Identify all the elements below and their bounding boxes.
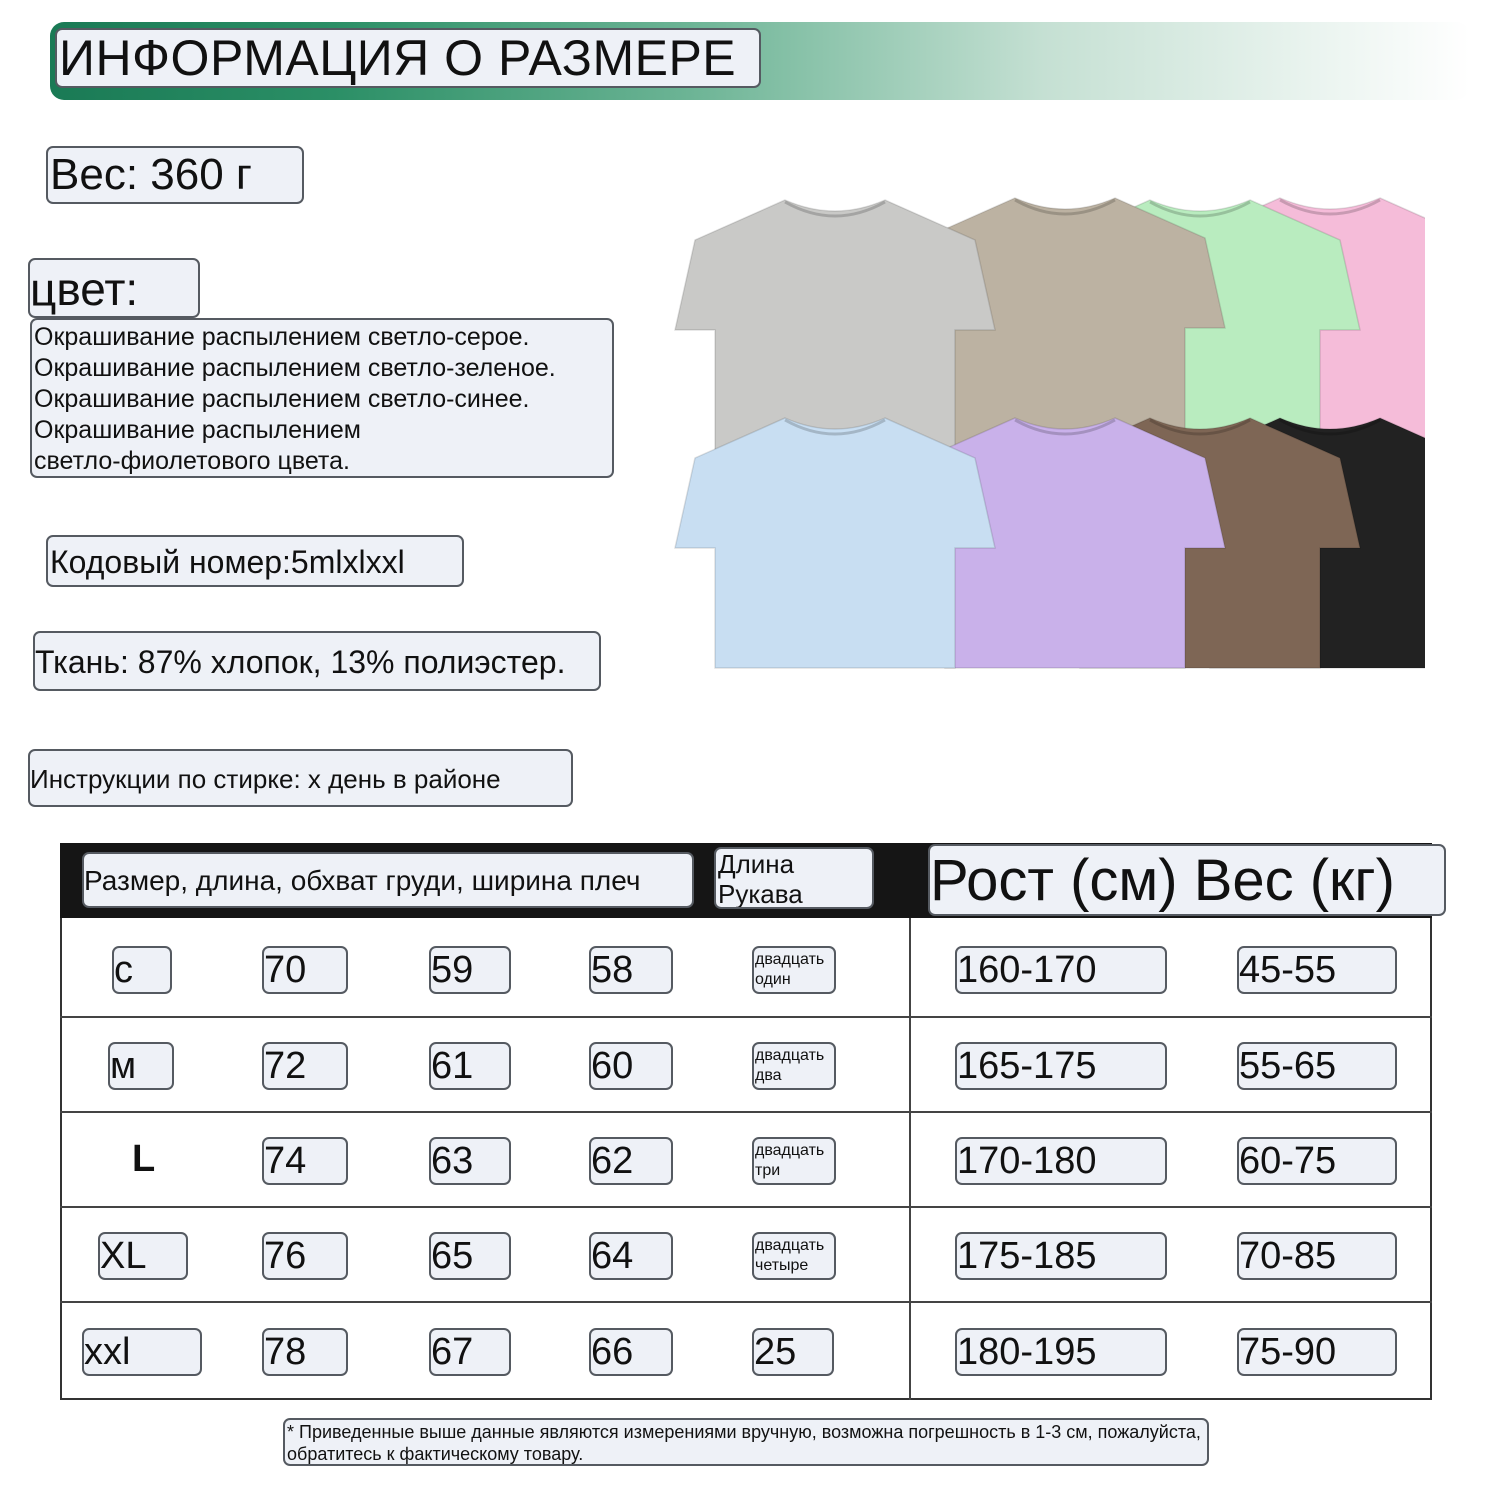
cell-sleeve: двадцать три [752, 1137, 836, 1185]
cell-height: 165-175 [955, 1042, 1167, 1090]
tshirt-1 [675, 200, 995, 450]
header-height-weight: Рост (см) Вес (кг) [928, 844, 1446, 916]
table-row-divider [60, 1016, 1432, 1018]
table-row-divider [60, 1301, 1432, 1303]
cell-height: 175-185 [955, 1232, 1167, 1280]
cell-height: 180-195 [955, 1328, 1167, 1376]
cell-shoulder: 58 [589, 946, 673, 994]
cell-weight: 60-75 [1237, 1137, 1397, 1185]
cell-length: 72 [262, 1042, 348, 1090]
cell-length: 74 [262, 1137, 348, 1185]
cell-length: 70 [262, 946, 348, 994]
cell-size: XL [98, 1232, 188, 1280]
cell-height: 170-180 [955, 1137, 1167, 1185]
footnote: * Приведенные выше данные являются измерениями вручную, возможна погрешность в 1-3 см, пожалуйста, обратитесь к фактическому товару. [283, 1418, 1209, 1466]
color-line: Окрашивание распылением светло-серое. [34, 323, 530, 351]
color-line: Окрашивание распылением [34, 416, 361, 444]
cell-height: 160-170 [955, 946, 1167, 994]
cell-weight: 45-55 [1237, 946, 1397, 994]
cell-shoulder: 60 [589, 1042, 673, 1090]
fabric-info: Ткань: 87% хлопок, 13% полиэстер. [33, 631, 601, 691]
cell-weight: 70-85 [1237, 1232, 1397, 1280]
cell-length: 76 [262, 1232, 348, 1280]
color-line: Окрашивание распылением светло-синее. [34, 385, 530, 413]
color-line: светло-фиолетового цвета. [34, 447, 350, 475]
header-measurements: Размер, длина, обхват груди, ширина плеч [82, 852, 694, 908]
cell-sleeve: двадцать два [752, 1042, 836, 1090]
table-row-divider [60, 1206, 1432, 1208]
cell-size: L [132, 1138, 156, 1180]
tshirts-product-image [665, 190, 1425, 680]
code-number: Кодовый номер:5mlxlxxl [46, 535, 464, 587]
wash-instructions: Инструкции по стирке: x день в районе [28, 749, 573, 807]
cell-length: 78 [262, 1328, 348, 1376]
page-title: ИНФОРМАЦИЯ О РАЗМЕРЕ [55, 28, 761, 88]
weight-label: Вес: 360 г [46, 146, 304, 204]
cell-shoulder: 64 [589, 1232, 673, 1280]
color-list [30, 318, 614, 478]
cell-shoulder: 66 [589, 1328, 673, 1376]
header-sleeve-length: Длина Рукава [714, 847, 874, 909]
cell-chest: 63 [429, 1137, 511, 1185]
cell-chest: 65 [429, 1232, 511, 1280]
cell-weight: 75-90 [1237, 1328, 1397, 1376]
cell-size: xxl [82, 1328, 202, 1376]
cell-sleeve: двадцать четыре [752, 1232, 836, 1280]
table-divider [909, 918, 911, 1400]
cell-size: м [108, 1042, 174, 1090]
cell-size: с [112, 946, 172, 994]
cell-sleeve: двадцать один [752, 946, 836, 994]
cell-chest: 61 [429, 1042, 511, 1090]
cell-shoulder: 62 [589, 1137, 673, 1185]
color-label: цвет: [28, 258, 200, 318]
color-line: Окрашивание распылением светло-зеленое. [34, 354, 556, 382]
cell-chest: 59 [429, 946, 511, 994]
tshirt-5 [675, 418, 995, 668]
cell-chest: 67 [429, 1328, 511, 1376]
table-row-divider [60, 1111, 1432, 1113]
cell-sleeve: 25 [752, 1328, 834, 1376]
cell-weight: 55-65 [1237, 1042, 1397, 1090]
